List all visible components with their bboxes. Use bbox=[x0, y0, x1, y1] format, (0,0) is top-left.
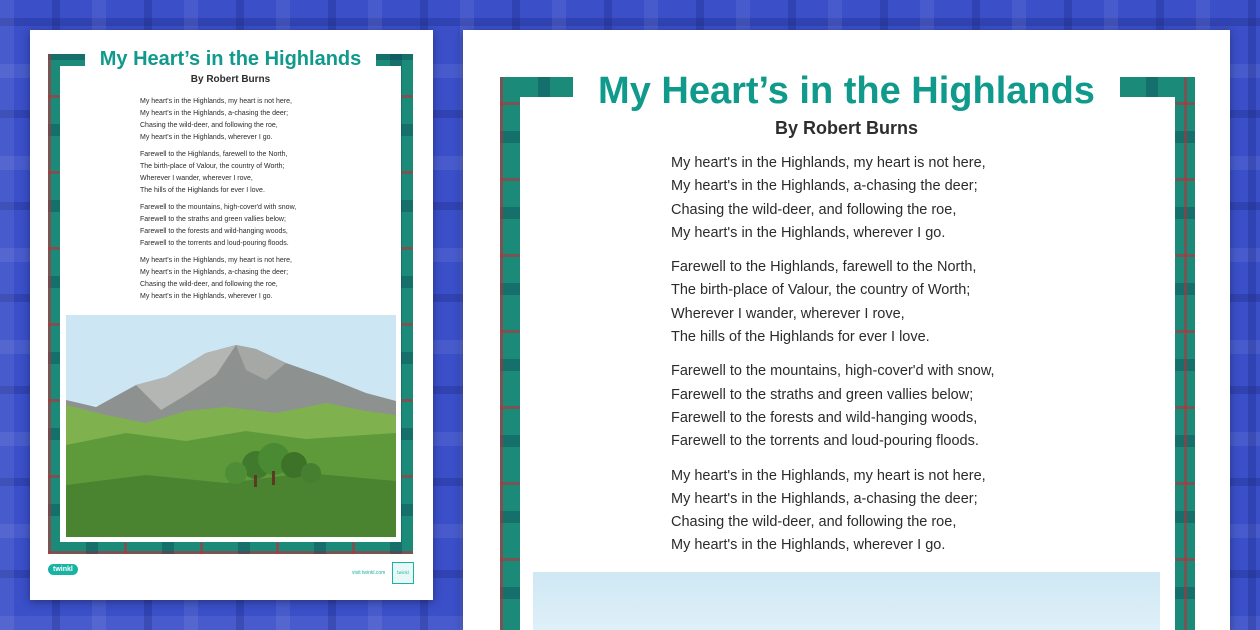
poem-line: My heart's in the Highlands, a-chasing the deer; bbox=[140, 269, 289, 276]
poem-title: My Heart’s in the Highlands bbox=[85, 48, 376, 71]
poem-line: Farewell to the forests and wild-hanging woods, bbox=[140, 228, 288, 235]
poem-line: The hills of the Highlands for ever I love. bbox=[671, 329, 930, 346]
poem-line: My heart's in the Highlands, my heart is not here, bbox=[671, 155, 986, 171]
poem-line: Wherever I wander, wherever I rove, bbox=[671, 305, 905, 322]
footer-url: visit twinkl.com bbox=[352, 570, 386, 576]
poem-line: Farewell to the straths and green vallies below; bbox=[140, 216, 286, 223]
stanza bbox=[671, 465, 995, 558]
stanza bbox=[671, 360, 995, 453]
poem-line: Wherever I wander, wherever I rove, bbox=[140, 175, 253, 182]
poem-line: Farewell to the straths and green vallies below; bbox=[671, 386, 974, 403]
poem-line: My heart's in the Highlands, wherever I go. bbox=[140, 293, 273, 300]
poem-title: My Heart’s in the Highlands bbox=[573, 70, 1120, 113]
poem-line: The hills of the Highlands for ever I love. bbox=[140, 187, 265, 194]
page-inner bbox=[60, 48, 401, 542]
poem-line: My heart's in the Highlands, my heart is not here, bbox=[140, 257, 292, 264]
worksheet-preview-large bbox=[463, 30, 1230, 630]
stanza bbox=[140, 255, 296, 303]
poem-line: Chasing the wild-deer, and following the roe, bbox=[671, 514, 957, 531]
poem-body bbox=[140, 96, 296, 308]
poem-line: Farewell to the torrents and loud-pouring floods. bbox=[671, 433, 979, 450]
stanza bbox=[671, 152, 995, 245]
poem-line: Chasing the wild-deer, and following the roe, bbox=[671, 201, 957, 218]
poem-line: My heart's in the Highlands, wherever I go. bbox=[671, 537, 946, 554]
poem-line: My heart's in the Highlands, my heart is not here, bbox=[671, 467, 986, 484]
poem-line: Farewell to the mountains, high-cover'd with snow, bbox=[140, 204, 297, 211]
poem-line: My heart's in the Highlands, a-chasing the deer; bbox=[140, 110, 289, 117]
worksheet-preview-small bbox=[30, 30, 433, 600]
twinkl-logo: twinkl bbox=[48, 564, 78, 575]
poem-line: My heart's in the Highlands, wherever I go. bbox=[671, 224, 946, 241]
poem-line: Chasing the wild-deer, and following the roe, bbox=[140, 281, 278, 288]
stanza bbox=[671, 256, 995, 349]
poem-line: My heart's in the Highlands, wherever I go. bbox=[140, 134, 273, 141]
poem-line: Farewell to the torrents and loud-pouring floods. bbox=[140, 240, 289, 247]
poem-body bbox=[671, 152, 995, 569]
poem-line: Farewell to the Highlands, farewell to the North, bbox=[140, 151, 288, 158]
poem-line: The birth-place of Valour, the country of Worth; bbox=[140, 163, 285, 170]
poem-line: My heart's in the Highlands, a-chasing the deer; bbox=[671, 178, 978, 195]
poem-line: My heart's in the Highlands, a-chasing the deer; bbox=[671, 490, 978, 507]
poem-author: By Robert Burns bbox=[774, 118, 918, 138]
poem-line: Chasing the wild-deer, and following the roe, bbox=[140, 122, 278, 129]
highland-landscape-illustration bbox=[533, 572, 1160, 630]
stanza bbox=[140, 96, 296, 144]
stanza bbox=[140, 149, 296, 197]
poem-line: Farewell to the forests and wild-hanging woods, bbox=[671, 409, 978, 426]
highland-landscape-illustration bbox=[66, 315, 396, 537]
poem-line: My heart's in the Highlands, my heart is not here, bbox=[140, 98, 292, 105]
twinkl-badge: twinkl bbox=[392, 562, 414, 584]
poem-line: The birth-place of Valour, the country of Worth; bbox=[671, 282, 971, 299]
stanza bbox=[140, 202, 296, 250]
poem-line: Farewell to the mountains, high-cover'd with snow, bbox=[671, 363, 995, 380]
poem-author: By Robert Burns bbox=[190, 74, 271, 85]
poem-line: Farewell to the Highlands, farewell to the North, bbox=[671, 259, 977, 276]
